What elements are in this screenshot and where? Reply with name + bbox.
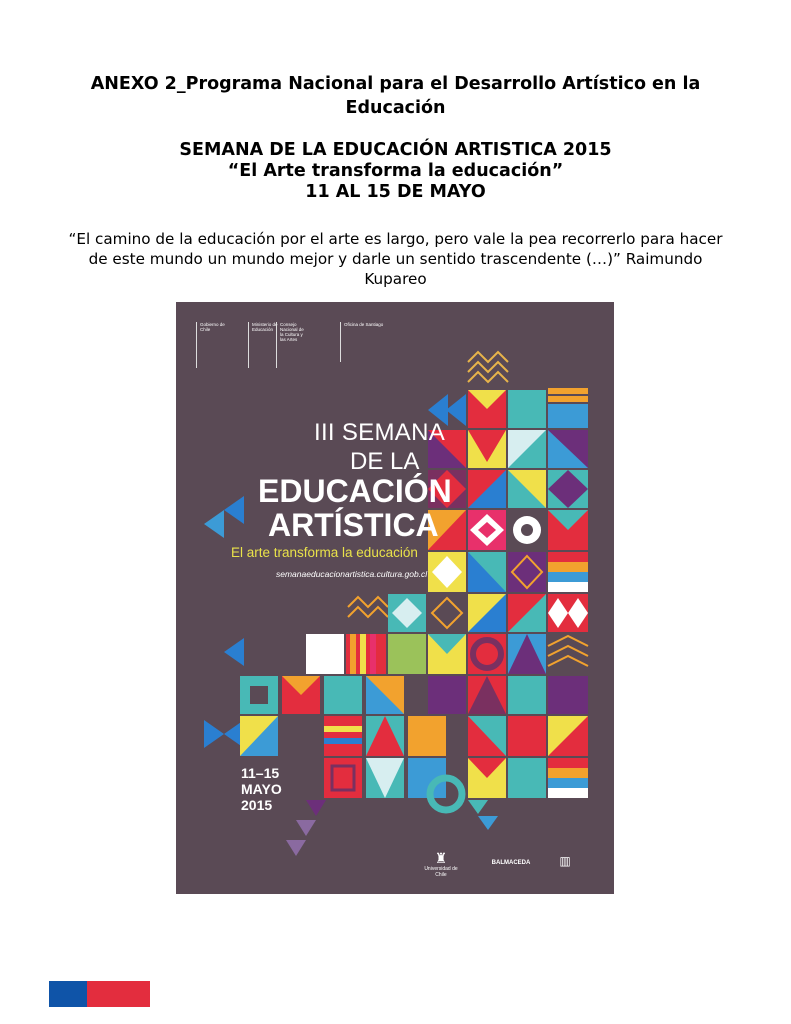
poster-title-line3: EDUCACIÓN <box>258 473 452 509</box>
uchile-crest-icon: ♜ <box>434 850 448 866</box>
event-motto: “El Arte transforma la educación” <box>227 161 564 181</box>
poster-date <box>241 765 282 813</box>
event-title: SEMANA DE LA EDUCACIÓN ARTISTICA 2015 <box>179 140 612 160</box>
mineduc-logo-text: Ministerio de Educación <box>252 322 278 332</box>
quote <box>50 229 741 289</box>
unesco-bottom-icon: ▥ <box>559 854 571 868</box>
event-dates: 11 AL 15 DE MAYO <box>305 182 486 202</box>
quote-line3: Kupareo <box>364 270 427 288</box>
unesco-logo-text: Oficina de Santiago <box>344 322 384 327</box>
uchile-logo-text: Universidad de Chile <box>424 866 458 878</box>
poster-url: semanaeducacionartistica.cultura.gob.cl <box>276 569 428 579</box>
uchile-logo <box>421 850 461 878</box>
poster-date-year: 2015 <box>241 797 273 813</box>
quote-line1: “El camino de la educación por el arte es largo, pero vale la pea recorrerlo para hacer <box>68 230 723 248</box>
gobierno-logo-text: Gobierno de Chile <box>200 322 225 332</box>
event-heading <box>60 140 731 203</box>
quote-line2: de este mundo un mundo mejor y darle un sentido trascendente (…)” Raimundo <box>88 250 703 268</box>
event-poster <box>176 302 614 894</box>
poster-title-line2: DE LA <box>350 448 420 475</box>
annex-heading-line2: Educación <box>345 98 446 118</box>
poster-title-line4: ARTÍSTICA <box>268 507 439 543</box>
chile-flag-bar <box>49 981 150 1007</box>
poster-subtitle: El arte transforma la educación <box>231 545 418 560</box>
poster-date-days: 11–15 <box>241 765 280 781</box>
balmaceda-logo-text: BALMACEDA <box>491 860 531 866</box>
annex-heading <box>60 72 731 120</box>
poster-title-line1: III SEMANA <box>314 419 446 446</box>
balmaceda-logo <box>481 860 541 866</box>
poster-date-month: MAYO <box>241 781 282 797</box>
cultura-logo-text: Consejo Nacional de la Cultura y las Artes <box>280 322 304 342</box>
annex-heading-line1: ANEXO 2_Programa Nacional para el Desarrollo Artístico en la <box>90 74 701 94</box>
